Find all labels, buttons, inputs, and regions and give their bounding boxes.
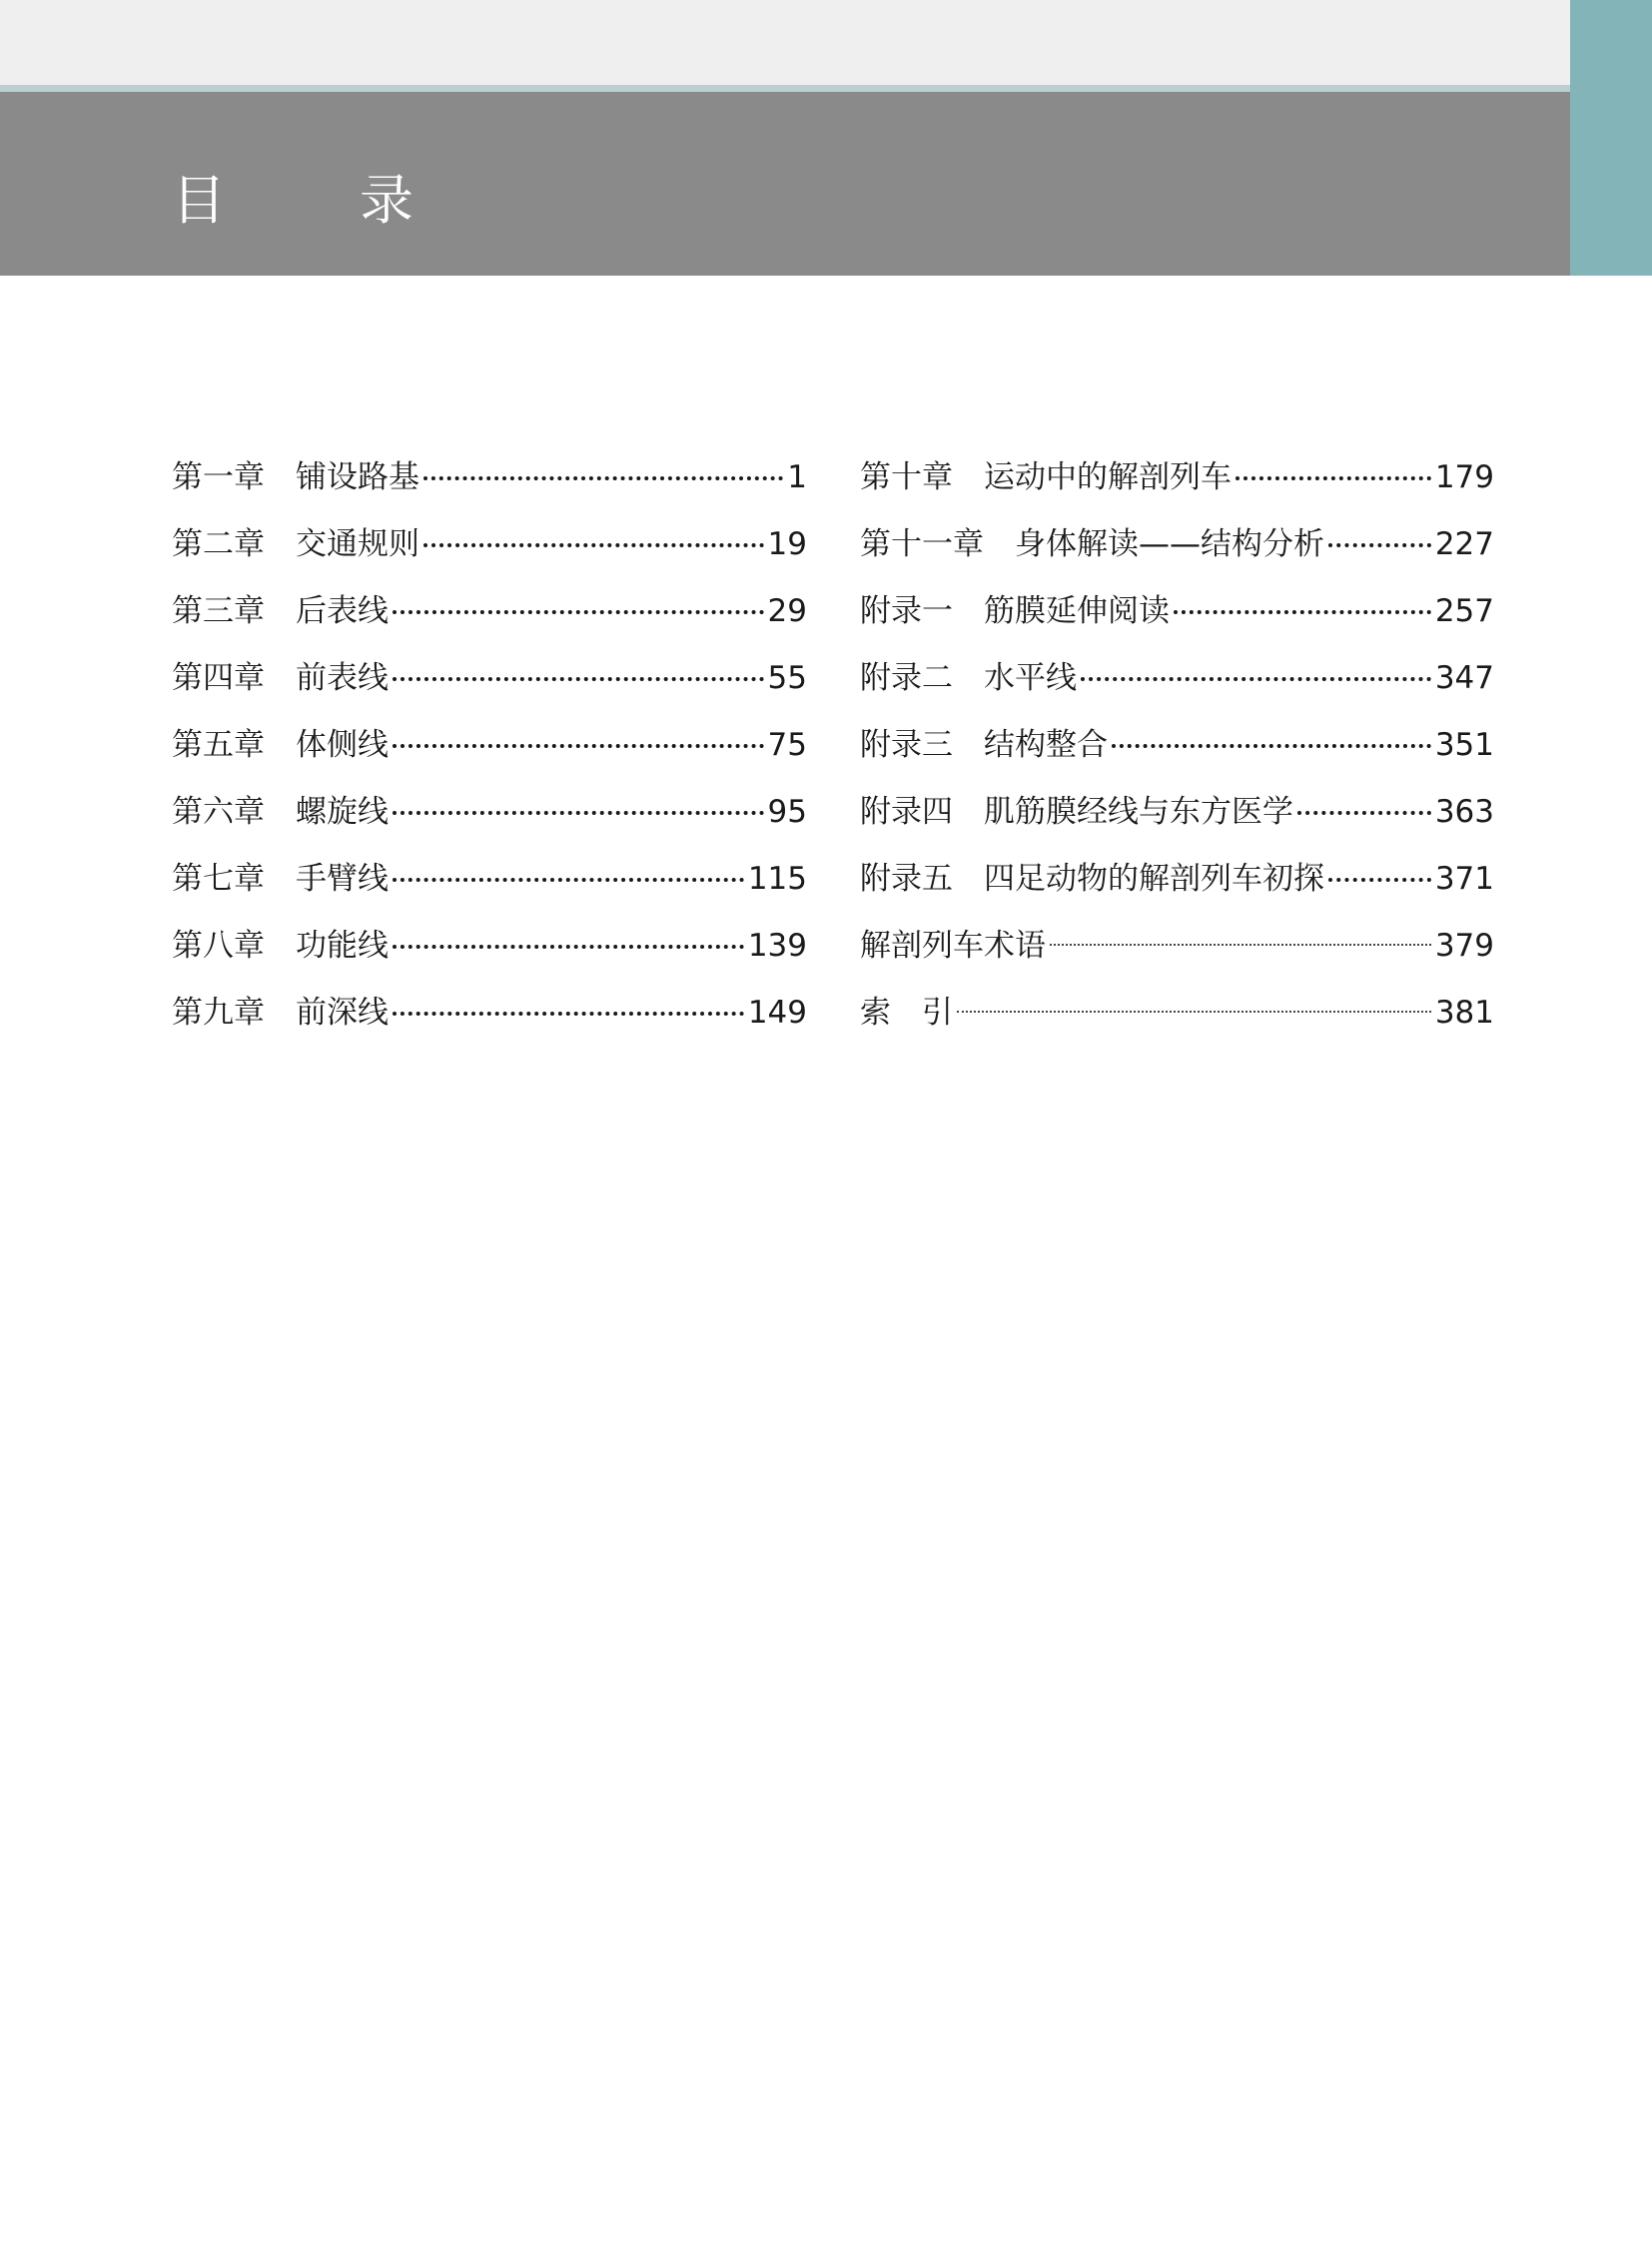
toc-entry[interactable] [860,648,1494,715]
toc-entry-title: 解剖列车术语 [860,928,1046,964]
toc-entry-title: 螺旋线 [296,794,389,830]
toc-entry-label: 附录五 [860,861,953,897]
toc-entry[interactable] [860,782,1494,849]
toc-entry[interactable] [172,581,807,648]
toc-entry-page-number: 19 [767,526,807,562]
toc-entry[interactable] [860,514,1494,581]
toc-entry-page-number: 347 [1434,660,1494,696]
toc-entry-page-number: 95 [767,794,807,830]
toc-entry-page-number: 115 [747,861,807,897]
toc-entry-page-number: 381 [1434,995,1494,1031]
top-strip [0,0,1570,85]
toc-dot-leader [1236,476,1431,480]
toc-entry-label: 第六章 [172,794,265,830]
toc-entry-label: 附录四 [860,794,953,830]
toc-entry-label: 附录二 [860,660,953,696]
toc-entry-page-number: 351 [1434,727,1494,763]
toc-entry-page-number: 149 [747,995,807,1031]
toc-entry-label: 第十章 [860,459,953,495]
toc-entry[interactable] [860,849,1494,916]
toc-entry-label: 第五章 [172,727,265,763]
toc-entry-page-number: 379 [1434,928,1494,964]
toc-entry-page-number: 179 [1434,459,1494,495]
toc-entry-title: 索 引 [860,995,953,1031]
toc-entry-title: 筋膜延伸阅读 [984,593,1170,629]
toc-entry[interactable] [172,514,807,581]
toc-entry-title: 四足动物的解剖列车初探 [984,861,1324,897]
toc-entry-page-number: 257 [1434,593,1494,629]
toc-entry-title: 肌筋膜经线与东方医学 [984,794,1293,830]
toc-entry-title: 结构整合 [984,727,1108,763]
toc-entry-title: 后表线 [296,593,389,629]
toc-entry-label: 第十一章 [860,526,984,562]
toc-entry-label: 第二章 [172,526,265,562]
toc-dot-leader [1174,610,1431,614]
toc-dot-leader [393,677,764,681]
toc-dot-leader [393,811,764,815]
toc-entry-title: 交通规则 [296,526,419,562]
toc-entry-title: 水平线 [984,660,1077,696]
toc-entry-page-number: 55 [767,660,807,696]
toc-entry-page-number: 139 [747,928,807,964]
side-tab [1570,0,1652,276]
toc-dot-leader [423,476,783,480]
toc-entry[interactable] [860,447,1494,514]
toc-entry[interactable] [172,447,807,514]
toc-dot-leader [1050,944,1431,946]
toc-entry-page-number: 227 [1434,526,1494,562]
toc-entry-label: 第九章 [172,995,265,1031]
toc-entry[interactable] [860,916,1494,983]
toc-entry-label: 第一章 [172,459,265,495]
toc-entry-label: 第三章 [172,593,265,629]
toc-entry-label: 附录一 [860,593,953,629]
toc-entry[interactable] [860,983,1494,1050]
toc-entry-page-number: 75 [767,727,807,763]
toc-entry-page-number: 1 [787,459,807,495]
toc-dot-leader [393,610,764,614]
toc-entry[interactable] [860,715,1494,782]
toc-left-column [172,447,807,1050]
toc-entry-title: 前深线 [296,995,389,1031]
toc-entry-page-number: 371 [1434,861,1494,897]
toc-dot-leader [1328,543,1431,547]
toc-entry-title: 前表线 [296,660,389,696]
toc-dot-leader [393,878,744,882]
toc-dot-leader [393,1012,744,1016]
top-strip-line [0,85,1570,92]
toc-entry-label: 附录三 [860,727,953,763]
toc-entry-page-number: 29 [767,593,807,629]
toc-entry-title: 铺设路基 [296,459,419,495]
toc-entry-label: 第七章 [172,861,265,897]
page-title: 目 录 [172,169,453,232]
toc-entry[interactable] [172,648,807,715]
toc-dot-leader [1297,811,1431,815]
toc-entry[interactable] [172,916,807,983]
toc-dot-leader [393,945,744,949]
toc-dot-leader [393,744,764,748]
toc-entry-title: 手臂线 [296,861,389,897]
toc-entry-title: 运动中的解剖列车 [984,459,1232,495]
toc-entry-title: 体侧线 [296,727,389,763]
toc-dot-leader [1112,744,1431,748]
toc-entry-label: 第八章 [172,928,265,964]
toc-dot-leader [1081,677,1431,681]
toc-entry[interactable] [860,581,1494,648]
toc-entry[interactable] [172,983,807,1050]
toc-dot-leader [1328,878,1431,882]
toc-dot-leader [423,543,764,547]
toc-entry-title: 功能线 [296,928,389,964]
toc-entry[interactable] [172,849,807,916]
toc-entry[interactable] [172,715,807,782]
toc-entry-title: 身体解读——结构分析 [1015,526,1324,562]
toc-right-column [860,447,1494,1050]
toc-entry[interactable] [172,782,807,849]
toc-entry-label: 第四章 [172,660,265,696]
toc-dot-leader [957,1011,1431,1013]
toc-entry-page-number: 363 [1434,794,1494,830]
